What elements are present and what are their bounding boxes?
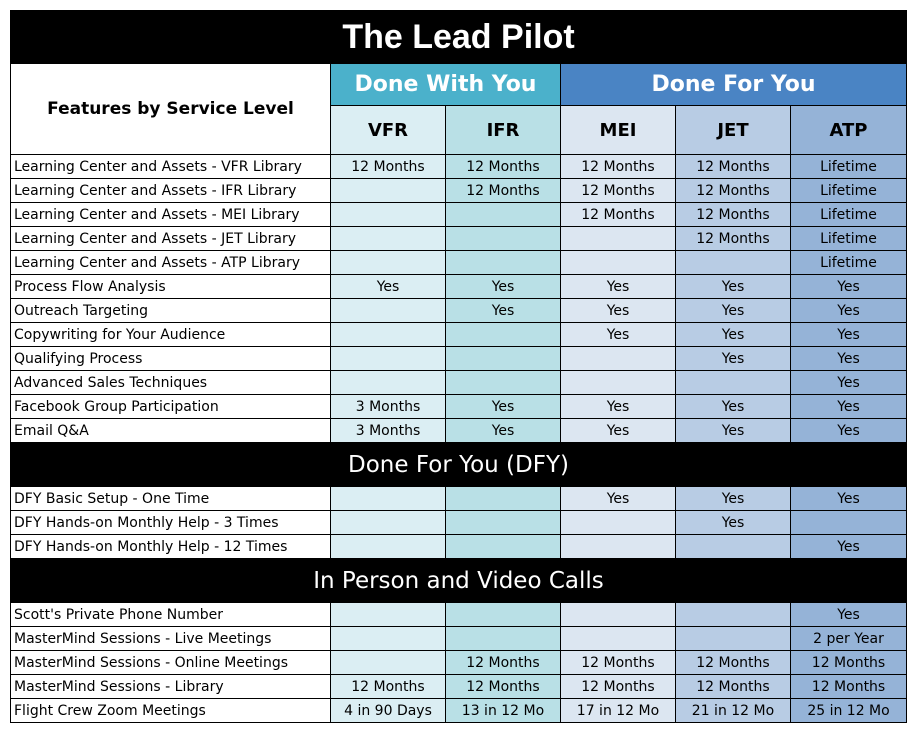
value-cell-mei [561,227,676,251]
value-cell-jet [676,251,791,275]
value-cell-jet [676,535,791,559]
value-cell-atp: 25 in 12 Mo [791,699,907,723]
value-cell-vfr: Yes [331,275,446,299]
value-cell-jet [676,371,791,395]
value-cell-atp: Yes [791,347,907,371]
table-row [11,487,907,511]
pricing-table-container [10,10,906,723]
feature-name: Email Q&A [11,419,331,443]
feature-name: MasterMind Sessions - Live Meetings [11,627,331,651]
value-cell-mei [561,371,676,395]
value-cell-jet: 12 Months [676,227,791,251]
value-cell-mei: Yes [561,395,676,419]
table-row [11,511,907,535]
value-cell-ifr: Yes [446,395,561,419]
table-row [11,203,907,227]
value-cell-atp: Lifetime [791,155,907,179]
value-cell-ifr [446,535,561,559]
value-cell-mei: 12 Months [561,155,676,179]
feature-name: MasterMind Sessions - Online Meetings [11,651,331,675]
value-cell-atp: Yes [791,603,907,627]
value-cell-jet: Yes [676,419,791,443]
feature-name: DFY Hands-on Monthly Help - 3 Times [11,511,331,535]
value-cell-vfr [331,251,446,275]
value-cell-jet [676,627,791,651]
value-cell-ifr: Yes [446,419,561,443]
feature-name: Scott's Private Phone Number [11,603,331,627]
value-cell-ifr: 12 Months [446,179,561,203]
value-cell-jet: 12 Months [676,203,791,227]
value-cell-atp: Yes [791,487,907,511]
value-cell-ifr [446,347,561,371]
value-cell-ifr: Yes [446,275,561,299]
value-cell-mei: Yes [561,323,676,347]
table-row [11,179,907,203]
value-cell-ifr [446,323,561,347]
value-cell-mei [561,627,676,651]
value-cell-atp: Yes [791,535,907,559]
feature-name: Copywriting for Your Audience [11,323,331,347]
value-cell-mei: Yes [561,487,676,511]
value-cell-ifr [446,603,561,627]
value-cell-mei: 12 Months [561,179,676,203]
section-heading: In Person and Video Calls [11,559,907,603]
table-row [11,371,907,395]
table-title: The Lead Pilot [11,11,907,64]
group-header-row [11,64,907,106]
value-cell-mei [561,251,676,275]
value-cell-ifr: 13 in 12 Mo [446,699,561,723]
value-cell-vfr [331,603,446,627]
level-header-jet: JET [676,106,791,155]
table-row [11,155,907,179]
value-cell-atp: Lifetime [791,203,907,227]
value-cell-atp: 12 Months [791,651,907,675]
value-cell-vfr: 3 Months [331,419,446,443]
value-cell-vfr [331,511,446,535]
value-cell-vfr [331,651,446,675]
table-row [11,419,907,443]
value-cell-vfr [331,323,446,347]
value-cell-jet: Yes [676,275,791,299]
features-header: Features by Service Level [11,64,331,155]
value-cell-atp: Yes [791,299,907,323]
feature-name: Learning Center and Assets - IFR Library [11,179,331,203]
value-cell-vfr: 12 Months [331,155,446,179]
value-cell-atp: Yes [791,371,907,395]
value-cell-atp: Lifetime [791,251,907,275]
value-cell-vfr [331,347,446,371]
level-header-atp: ATP [791,106,907,155]
value-cell-jet: 21 in 12 Mo [676,699,791,723]
value-cell-vfr [331,179,446,203]
section-heading-row [11,443,907,487]
table-row [11,299,907,323]
value-cell-mei [561,603,676,627]
value-cell-jet: 12 Months [676,651,791,675]
service-level-table [10,10,907,723]
value-cell-ifr [446,487,561,511]
title-row [11,11,907,64]
value-cell-vfr [331,371,446,395]
value-cell-atp: 2 per Year [791,627,907,651]
value-cell-ifr: 12 Months [446,155,561,179]
value-cell-ifr: 12 Months [446,675,561,699]
table-row [11,275,907,299]
table-row [11,347,907,371]
value-cell-vfr: 12 Months [331,675,446,699]
value-cell-ifr [446,203,561,227]
value-cell-ifr [446,627,561,651]
value-cell-mei [561,535,676,559]
value-cell-jet: 12 Months [676,179,791,203]
value-cell-jet: Yes [676,323,791,347]
value-cell-vfr: 4 in 90 Days [331,699,446,723]
feature-name: DFY Hands-on Monthly Help - 12 Times [11,535,331,559]
value-cell-mei [561,347,676,371]
feature-name: Learning Center and Assets - ATP Library [11,251,331,275]
feature-name: Flight Crew Zoom Meetings [11,699,331,723]
feature-name: Outreach Targeting [11,299,331,323]
value-cell-mei: Yes [561,275,676,299]
feature-name: Advanced Sales Techniques [11,371,331,395]
value-cell-mei: 12 Months [561,675,676,699]
table-row [11,323,907,347]
feature-name: Learning Center and Assets - VFR Library [11,155,331,179]
value-cell-jet: Yes [676,299,791,323]
value-cell-atp: Yes [791,419,907,443]
table-row [11,395,907,419]
section-heading-row [11,559,907,603]
table-row [11,603,907,627]
feature-name: MasterMind Sessions - Library [11,675,331,699]
feature-name: DFY Basic Setup - One Time [11,487,331,511]
table-row [11,675,907,699]
value-cell-mei: 12 Months [561,651,676,675]
value-cell-ifr [446,227,561,251]
value-cell-ifr [446,251,561,275]
table-row [11,251,907,275]
value-cell-mei: 12 Months [561,203,676,227]
level-header-vfr: VFR [331,106,446,155]
value-cell-ifr [446,371,561,395]
value-cell-jet [676,603,791,627]
value-cell-mei [561,511,676,535]
value-cell-jet: Yes [676,347,791,371]
value-cell-vfr [331,299,446,323]
value-cell-ifr: 12 Months [446,651,561,675]
value-cell-atp [791,511,907,535]
value-cell-ifr [446,511,561,535]
value-cell-vfr [331,627,446,651]
value-cell-vfr [331,535,446,559]
level-header-mei: MEI [561,106,676,155]
feature-name: Learning Center and Assets - MEI Library [11,203,331,227]
table-row [11,627,907,651]
value-cell-atp: Yes [791,275,907,299]
value-cell-vfr [331,203,446,227]
value-cell-mei: 17 in 12 Mo [561,699,676,723]
value-cell-vfr [331,227,446,251]
value-cell-atp: Yes [791,395,907,419]
value-cell-jet: Yes [676,487,791,511]
feature-name: Facebook Group Participation [11,395,331,419]
value-cell-jet: Yes [676,395,791,419]
value-cell-jet: Yes [676,511,791,535]
group-done-for-you: Done For You [561,64,907,106]
value-cell-ifr: Yes [446,299,561,323]
value-cell-mei: Yes [561,419,676,443]
table-row [11,535,907,559]
feature-name: Process Flow Analysis [11,275,331,299]
feature-name: Learning Center and Assets - JET Library [11,227,331,251]
value-cell-atp: Lifetime [791,227,907,251]
value-cell-atp: Lifetime [791,179,907,203]
value-cell-atp: 12 Months [791,675,907,699]
table-row [11,651,907,675]
table-row [11,227,907,251]
value-cell-vfr [331,487,446,511]
value-cell-jet: 12 Months [676,155,791,179]
section-heading: Done For You (DFY) [11,443,907,487]
value-cell-vfr: 3 Months [331,395,446,419]
table-row [11,699,907,723]
level-header-ifr: IFR [446,106,561,155]
value-cell-mei: Yes [561,299,676,323]
value-cell-jet: 12 Months [676,675,791,699]
value-cell-atp: Yes [791,323,907,347]
group-done-with-you: Done With You [331,64,561,106]
feature-name: Qualifying Process [11,347,331,371]
